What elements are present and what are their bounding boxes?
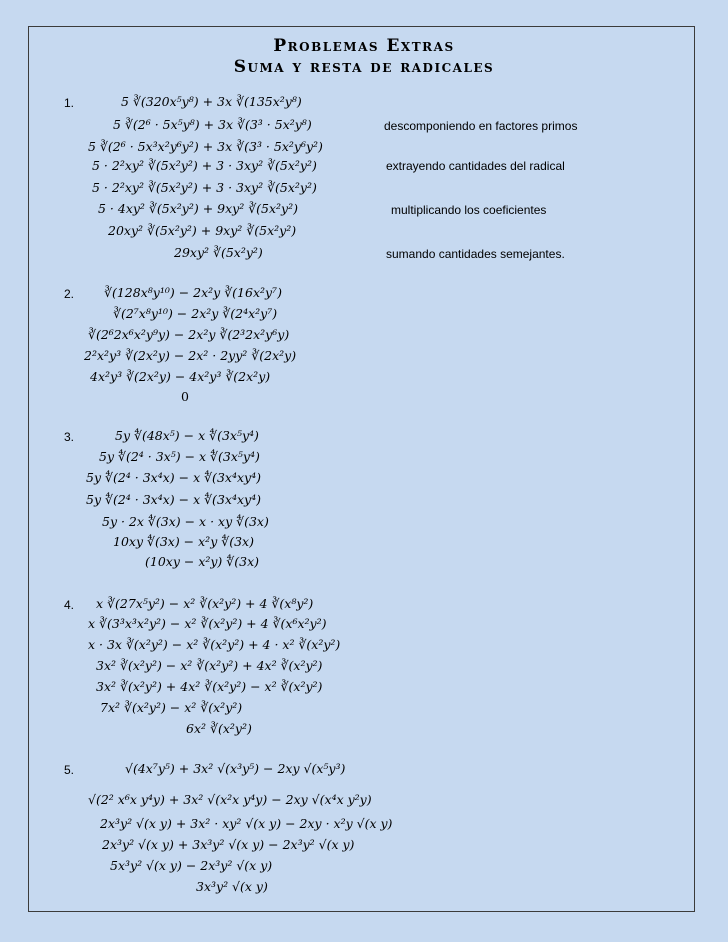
problem-number: 3. (64, 430, 75, 444)
equation-line: 5 ∛(320x⁵y⁸) + 3x ∛(135x²y⁸) (121, 94, 302, 109)
equation-line: 2x³y² √(x y) + 3x² · xy² √(x y) − 2xy · x²y √(x y) (100, 816, 393, 831)
equation-line: 6x² ∛(x²y²) (186, 721, 252, 736)
problem-number: 2. (64, 287, 75, 301)
equation-line: √(4x⁷y⁵) + 3x² √(x³y⁵) − 2xy √(x⁵y³) (125, 761, 346, 776)
equation-line: x · 3x ∛(x²y²) − x² ∛(x²y²) + 4 · x² ∛(x²y²) (88, 637, 341, 652)
equation-line: (10xy − x²y) ∜(3x) (145, 554, 260, 569)
equation-line: 4x²y³ ∛(2x²y) − 4x²y³ ∛(2x²y) (90, 369, 271, 384)
step-note: extrayendo cantidades del radical (386, 159, 565, 173)
equation-line: 20xy² ∛(5x²y²) + 9xy² ∛(5x²y²) (108, 223, 297, 238)
equation-line: 5y ∜(48x⁵) − x ∜(3x⁵y⁴) (115, 428, 259, 443)
equation-line: 3x³y² √(x y) (196, 879, 268, 894)
equation-line: 5x³y² √(x y) − 2x³y² √(x y) (110, 858, 273, 873)
equation-line: 5y ∜(2⁴ · 3x⁵) − x ∜(3x⁵y⁴) (99, 449, 260, 464)
equation-line: ∛(2⁶2x⁶x²y⁹y) − 2x²y ∛(2³2x²y⁶y) (88, 327, 290, 342)
equation-line: x ∛(27x⁵y²) − x² ∛(x²y²) + 4 ∛(x⁸y²) (96, 596, 314, 611)
equation-line: 7x² ∛(x²y²) − x² ∛(x²y²) (100, 700, 243, 715)
step-note: multiplicando los coeficientes (391, 203, 547, 217)
equation-line: 5y · 2x ∜(3x) − x · xy ∜(3x) (102, 514, 269, 529)
equation-line: 3x² ∛(x²y²) + 4x² ∛(x²y²) − x² ∛(x²y²) (96, 679, 323, 694)
equation-line: 5 ∛(2⁶ · 5x⁵y⁸) + 3x ∛(3³ · 5x²y⁸) (113, 117, 312, 132)
equation-line: 2²x²y³ ∛(2x²y) − 2x² · 2yy² ∛(2x²y) (84, 348, 297, 363)
equation-line: 5 · 4xy² ∛(5x²y²) + 9xy² ∛(5x²y²) (98, 201, 298, 216)
equation-line: 0 (181, 389, 189, 404)
problem-number: 5. (64, 763, 75, 777)
step-note: sumando cantidades semejantes. (386, 247, 565, 261)
title-line-1: Problemas Extras (273, 36, 455, 56)
equation-line: 5y ∜(2⁴ · 3x⁴x) − x ∜(3x⁴xy⁴) (86, 470, 261, 485)
equation-line: 5y ∜(2⁴ · 3x⁴x) − x ∜(3x⁴xy⁴) (86, 492, 261, 507)
equation-line: x ∛(3³x³x²y²) − x² ∛(x²y²) + 4 ∛(x⁶x²y²) (88, 616, 327, 631)
equation-line: 2x³y² √(x y) + 3x³y² √(x y) − 2x³y² √(x y) (102, 837, 355, 852)
title-line-2: Suma y resta de radicales (233, 57, 495, 77)
problem-number: 1. (64, 96, 75, 110)
equation-line: √(2² x⁶x y⁴y) + 3x² √(x²x y⁴y) − 2xy √(x⁴x y²y) (88, 792, 372, 807)
step-note: descomponiendo en factores primos (384, 119, 578, 133)
equation-line: 5 · 2²xy² ∛(5x²y²) + 3 · 3xy² ∛(5x²y²) (92, 180, 317, 195)
equation-line: ∛(128x⁸y¹⁰) − 2x²y ∛(16x²y⁷) (104, 285, 282, 300)
problem-number: 4. (64, 598, 75, 612)
equation-line: 3x² ∛(x²y²) − x² ∛(x²y²) + 4x² ∛(x²y²) (96, 658, 323, 673)
equation-line: 10xy ∜(3x) − x²y ∜(3x) (113, 534, 254, 549)
equation-line: ∛(2⁷x⁸y¹⁰) − 2x²y ∛(2⁴x²y⁷) (113, 306, 278, 321)
equation-line: 5 · 2²xy² ∛(5x²y²) + 3 · 3xy² ∛(5x²y²) (92, 158, 317, 173)
equation-line: 29xy² ∛(5x²y²) (174, 245, 263, 260)
equation-line: 5 ∛(2⁶ · 5x³x²y⁶y²) + 3x ∛(3³ · 5x²y⁶y²) (88, 139, 323, 154)
